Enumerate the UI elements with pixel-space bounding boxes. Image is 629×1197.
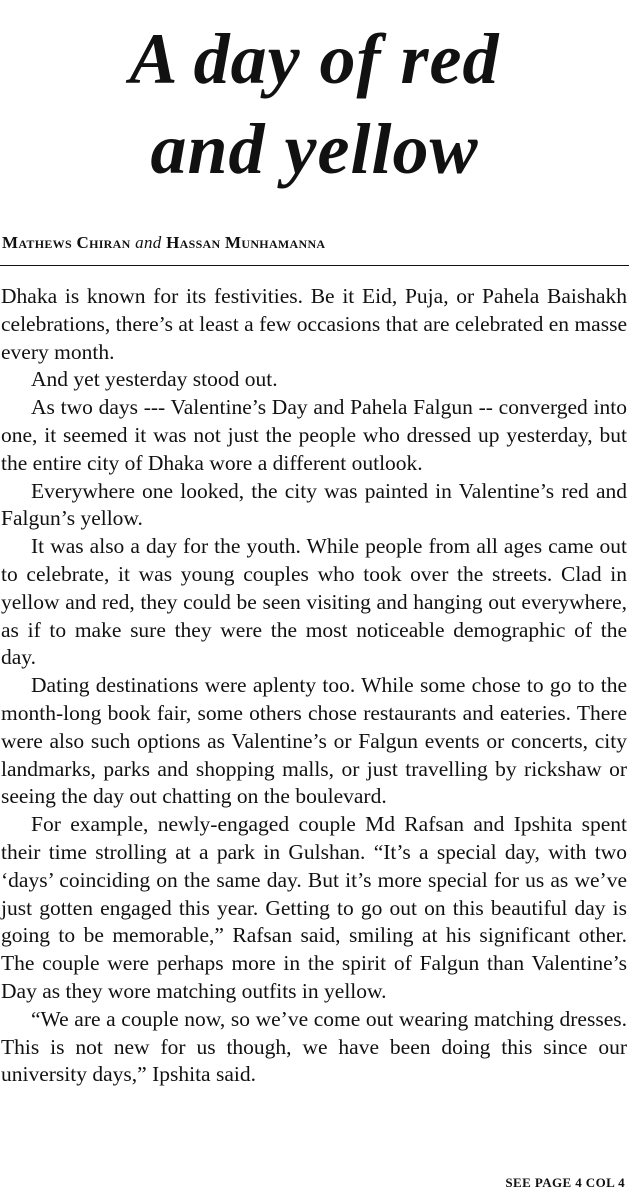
article-paragraph: “We are a couple now, so we’ve come out wearing matching dresses. This is not new for us though, we have been doing this since our university days,” Ipshita said. <box>1 1006 627 1087</box>
headline-line-2: and yellow <box>150 109 479 189</box>
article-paragraph: For example, newly-engaged couple Md Rafsan and Ipshita spent their time strolling at a park in Gulshan. “It’s a special day, with two ‘days’ coinciding on the same day. But it’s more special for us as we’ve just gotten engaged this year. Getting to go out on this beautiful day is going to be memorable,” Rafsan said, smiling at his significant other. The couple were perhaps more in the spirit of Falgun than Valentine’s Day as they wore matching outfits in yellow. <box>1 812 627 1003</box>
article-paragraph: It was also a day for the youth. While people from all ages came out to celebrate, it was young couples who took over the streets. Clad in yellow and red, they could be seen visiting and hanging out everywhere, as if to make sure they were the most noticeable demographic of the day. <box>1 534 627 670</box>
article-paragraph: As two days --- Valentine’s Day and Pahela Falgun -- converged into one, it seemed it was not just the people who dressed up yesterday, but the entire city of Dhaka wore a different outlook. <box>1 395 627 475</box>
byline-conjunction: and <box>135 233 162 252</box>
article-paragraph: Dating destinations were aplenty too. While some chose to go to the month-long book fair, some others chose restaurants and eateries. There were also such options as Valentine’s or Falgun events or concerts, city landmarks, parks and shopping malls, or just travelling by rickshaw or seeing the day out chatting on the boulevard. <box>1 673 627 809</box>
byline-author-1: Mathews Chiran <box>2 233 131 252</box>
headline <box>0 14 629 194</box>
byline-author-2: Hassan Munhamanna <box>166 233 326 252</box>
byline-divider <box>0 265 629 266</box>
continued-on-page-label: SEE PAGE 4 COL 4 <box>505 1175 625 1190</box>
article-paragraph: And yet yesterday stood out. <box>31 367 278 392</box>
article-paragraph: Dhaka is known for its festivities. Be it Eid, Puja, or Pahela Baishakh celebrations, there’s at least a few occasions that are celebrated en masse every month. <box>1 284 627 364</box>
byline <box>2 233 325 253</box>
headline-line-1: A day of red <box>129 19 500 99</box>
article-body <box>1 283 627 1089</box>
article-paragraph: Everywhere one looked, the city was painted in Valentine’s red and Falgun’s yellow. <box>1 478 627 531</box>
